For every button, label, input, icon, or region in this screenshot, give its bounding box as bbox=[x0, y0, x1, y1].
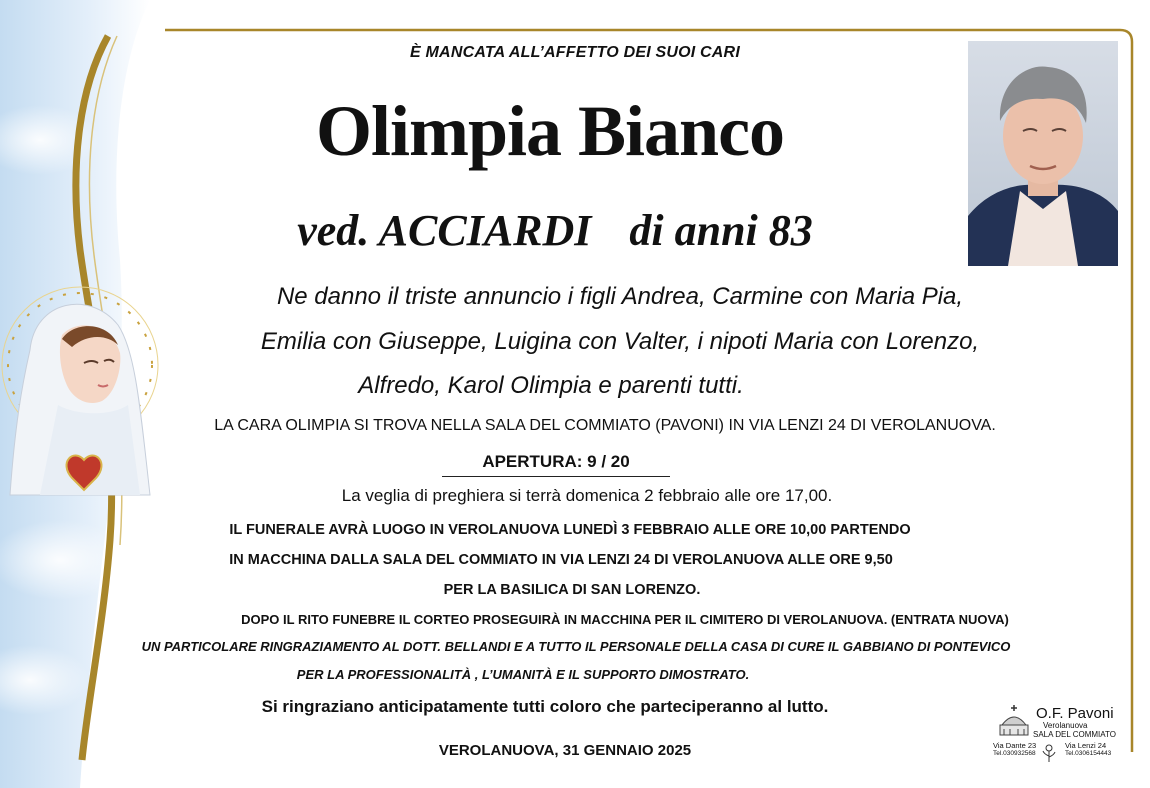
opening-hours bbox=[0, 452, 1131, 477]
announcement-line: Ne danno il triste annuncio i figli Andrea, Carmine con Maria Pia, bbox=[276, 283, 964, 310]
funeral-line: PER LA BASILICA DI SAN LORENZO. bbox=[443, 582, 701, 598]
top-line: È MANCATA ALL’AFFETTO DEI SUOI CARI bbox=[410, 44, 740, 61]
deceased-name: Olimpia Bianco bbox=[315, 91, 785, 171]
logo-town: Verolanuova bbox=[1043, 721, 1088, 730]
opening-hours-text: APERTURA: 9 / 20 bbox=[442, 452, 669, 477]
vigil-text: La veglia di preghiera si terrà domenica 2 febbraio alle ore 17,00. bbox=[341, 486, 833, 505]
funeral-home-logo bbox=[993, 703, 1116, 763]
thanks-line: UN PARTICOLARE RINGRAZIAMENTO AL DOTT. BELLANDI E A TUTTO IL PERSONALE DELLA CASA DI CURE IL GABBIANO DI PONTEVICO bbox=[141, 639, 1011, 654]
location-text: LA CARA OLIMPIA SI TROVA NELLA SALA DEL COMMIATO (PAVONI) IN VIA LENZI 24 DI VEROLANUOVA. bbox=[214, 417, 996, 434]
after-rite-text: DOPO IL RITO FUNEBRE IL CORTEO PROSEGUIRÀ IN MACCHINA PER IL CIMITERO DI VEROLANUOVA. (ENTRATA NUOVA) bbox=[241, 612, 1009, 627]
logo-sala: SALA DEL COMMIATO bbox=[1033, 730, 1116, 739]
logo-address-1: Via Dante 23 bbox=[993, 741, 1037, 750]
basilica-icon bbox=[996, 703, 1032, 741]
age: di anni 83 bbox=[629, 206, 813, 255]
announcement-line: Alfredo, Karol Olimpia e parenti tutti. bbox=[358, 372, 744, 399]
logo-tel-1: Tel.030932568 bbox=[993, 750, 1036, 757]
announcement-line: Emilia con Giuseppe, Luigina con Valter, i nipoti Maria con Lorenzo, bbox=[260, 328, 980, 355]
portrait-photo bbox=[968, 41, 1118, 266]
subtitle bbox=[0, 205, 1130, 256]
logo-address-2: Via Lenzi 24 bbox=[1065, 741, 1107, 750]
logo-brand: O.F. Pavoni bbox=[1036, 705, 1114, 722]
married-name: ved. ACCIARDI bbox=[297, 206, 592, 255]
funeral-line: IL FUNERALE AVRÀ LUOGO IN VEROLANUOVA LUNEDÌ 3 FEBBRAIO ALLE ORE 10,00 PARTENDO bbox=[229, 522, 911, 538]
flower-icon bbox=[1041, 743, 1057, 763]
thanks-line: PER LA PROFESSIONALITÀ , L’UMANITÀ E IL SUPPORTO DIMOSTRATO. bbox=[296, 667, 750, 682]
place-date: VEROLANUOVA, 31 GENNAIO 2025 bbox=[438, 742, 692, 759]
logo-tel-2: Tel.0306154443 bbox=[1065, 750, 1112, 757]
funeral-line: IN MACCHINA DALLA SALA DEL COMMIATO IN VIA LENZI 24 DI VEROLANUOVA ALLE ORE 9,50 bbox=[229, 552, 893, 568]
closing-thanks: Si ringraziano anticipatamente tutti coloro che parteciperanno al lutto. bbox=[261, 697, 829, 716]
